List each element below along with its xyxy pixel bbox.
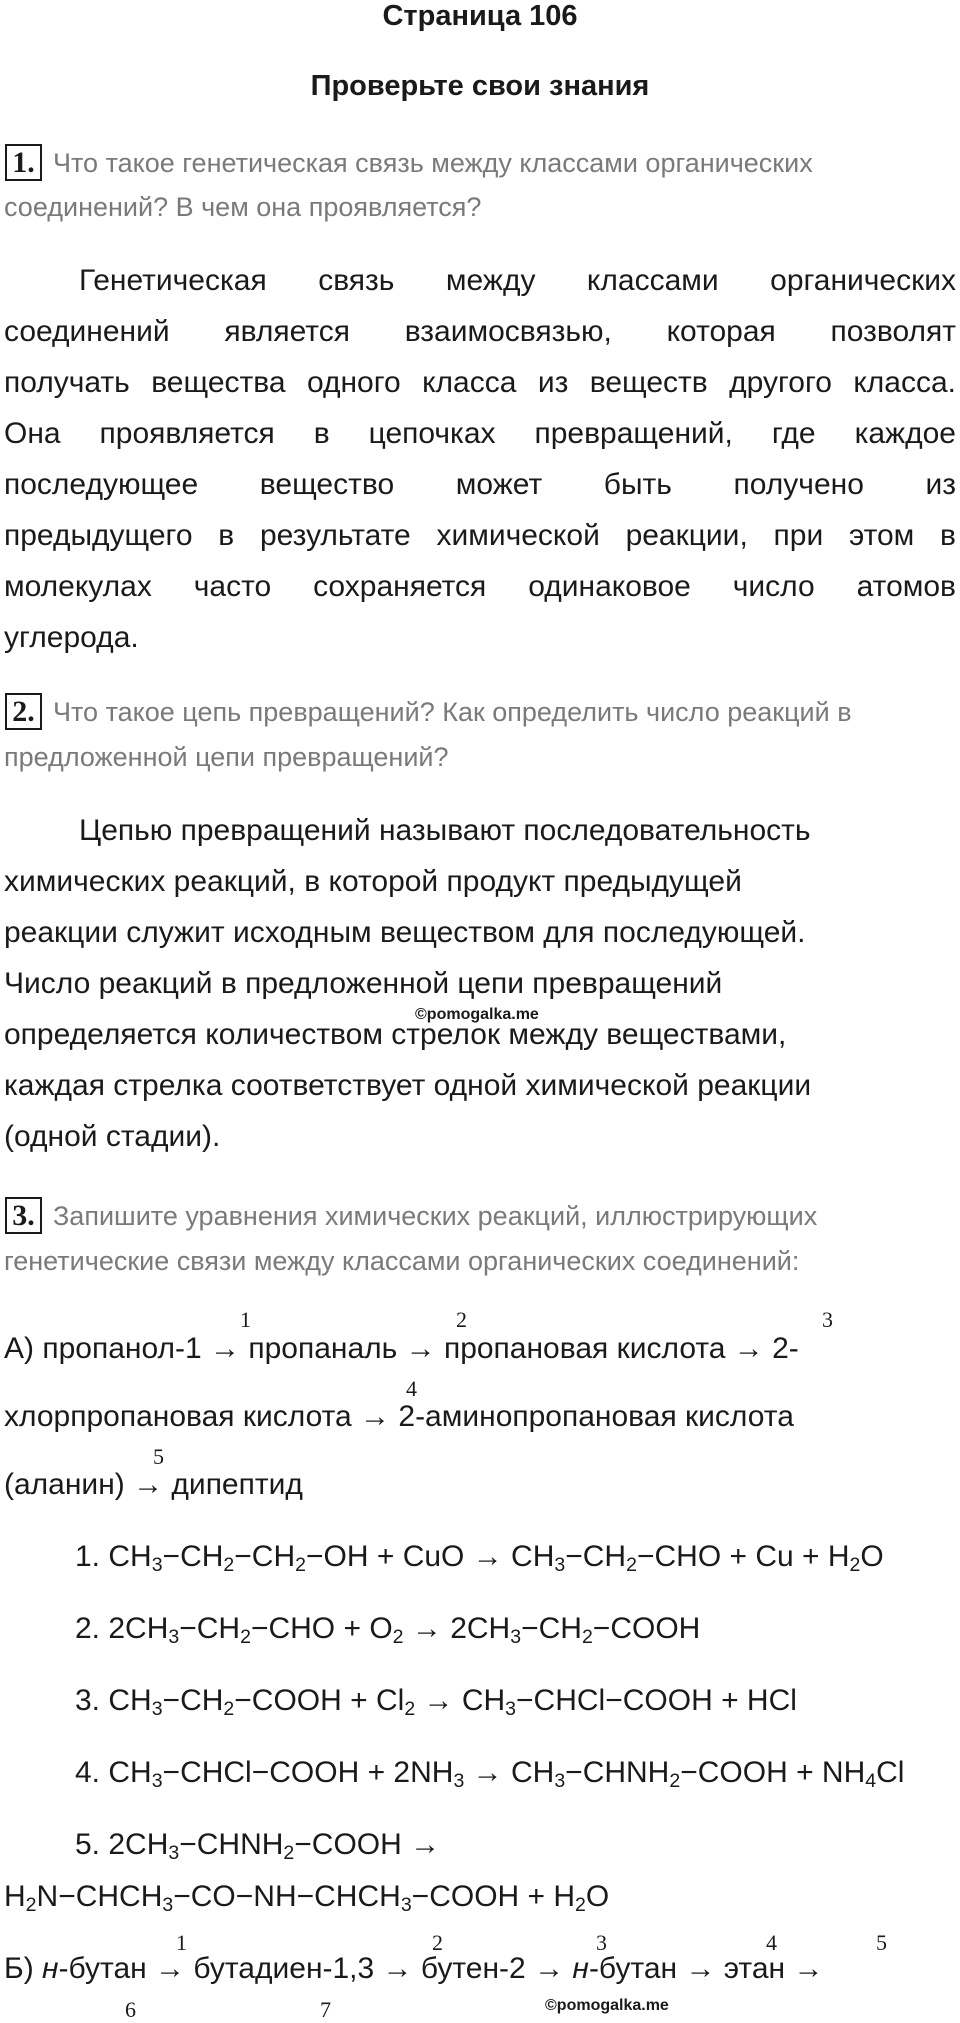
chain-a-text: 2-аминопропановая кислота	[390, 1400, 794, 1433]
formula-subscript: 3	[168, 1625, 180, 1648]
chain-a-text: хлорпропановая кислота	[4, 1400, 361, 1433]
arrow-number: 3	[596, 1930, 607, 1955]
arrow-number: 2	[456, 1307, 467, 1332]
chain-a-text: пропановая кислота	[435, 1332, 734, 1365]
arrow-number: 2	[432, 1930, 443, 1955]
watermark: ©pomogalka.me	[415, 1006, 539, 1023]
formula-subscript: 3	[151, 1697, 163, 1720]
formula-subscript: 2	[669, 1769, 681, 1792]
formula-text: −CH	[162, 1684, 224, 1717]
arrow-2: →	[405, 1332, 436, 1365]
formula-text: -бутан	[588, 1952, 686, 1985]
formula-text: → 2CH	[403, 1612, 511, 1645]
arrow-b-5: →	[793, 1952, 824, 1985]
chain-a-line-2	[4, 1400, 794, 1434]
formula-subscript: 2	[223, 1553, 235, 1576]
formula-subscript: 2	[575, 1893, 586, 1916]
question-2-line-1: Что такое цепь превращений? Как определить число реакций в	[53, 697, 852, 727]
answer-2-line: Число реакций в предложенной цепи превращений	[4, 967, 723, 1000]
formula-text: -бутан	[58, 1952, 156, 1985]
formula-subscript: 3	[554, 1769, 566, 1792]
formula-subscript: 3	[510, 1625, 522, 1648]
watermark: ©pomogalka.me	[545, 1997, 669, 2014]
answer-2-line: Цепью превращений называют последовательность	[79, 814, 811, 847]
arrow-number: 5	[153, 1444, 164, 1469]
chain-a-text: пропаналь	[240, 1332, 406, 1365]
arrow-number: 6	[125, 1997, 136, 2022]
question-2-line-2: предложенной цепи превращений?	[4, 742, 449, 772]
formula-text: −CH	[234, 1540, 296, 1573]
formula-text: н	[572, 1952, 589, 1985]
formula-text: 5. 2CH	[75, 1828, 169, 1861]
answer-1-line: Она проявляется в цепочках превращений, где каждое	[4, 417, 956, 450]
formula-text: этан	[715, 1952, 794, 1985]
formula-text: 2. 2CH	[75, 1612, 169, 1645]
formula-text: 4. CH	[75, 1756, 152, 1789]
formula-subscript: 2	[295, 1553, 306, 1576]
formula-text: −CHCl−COOH + 2NH	[162, 1756, 454, 1789]
answer-1	[4, 255, 956, 663]
formula-text: н	[42, 1952, 59, 1985]
formula-text: H	[4, 1880, 26, 1913]
answer-2-line: определяется количеством стрелок между веществами,	[4, 1018, 787, 1051]
formula-subscript: 2	[392, 1625, 404, 1648]
arrow-b-3: →	[534, 1952, 565, 1985]
arrow-5: →	[133, 1468, 164, 1501]
chain-a-text: дипептид	[163, 1468, 303, 1501]
formula-subscript: 3	[151, 1553, 163, 1576]
formula-subscript: 2	[240, 1625, 251, 1648]
formula-subscript: 2	[25, 1893, 37, 1916]
arrow-number: 1	[240, 1307, 251, 1332]
formula-subscript: 3	[400, 1893, 412, 1916]
formula-text: −CHNH	[179, 1828, 284, 1861]
chain-a-text: А) пропанол-1	[4, 1332, 210, 1365]
answer-2	[4, 805, 956, 1162]
formula-text: −COOH + NH	[680, 1756, 866, 1789]
answer-2-line: реакции служит исходным веществом для последующей.	[4, 916, 806, 949]
section-title: Проверьте свои знания	[310, 70, 650, 102]
answer-2-line: химических реакций, в которой продукт предыдущей	[4, 865, 742, 898]
formula-subscript: 2	[849, 1553, 861, 1576]
chain-b-line-1	[4, 1952, 823, 1986]
formula-text: −CH	[565, 1540, 627, 1573]
arrow-1: →	[210, 1332, 240, 1365]
answer-1-line: предыдущего в результате химической реакции, при этом в	[4, 519, 956, 552]
formula-subscript: 3	[505, 1697, 517, 1720]
arrow-number: 3	[822, 1307, 833, 1332]
question-1-line-2: соединений? В чем она проявляется?	[4, 192, 482, 222]
page-title: Страница 106	[382, 0, 578, 32]
formula-text: −CO−NH−CHCH	[173, 1880, 401, 1913]
formula-text: бутадиен-1,3	[185, 1952, 383, 1985]
formula-text: −CHCl−COOH + HCl	[516, 1684, 797, 1717]
arrow-4: →	[360, 1400, 391, 1433]
formula-text: O	[585, 1880, 610, 1913]
formula-text: −CHO + O	[250, 1612, 393, 1645]
formula-subscript: 3	[554, 1553, 566, 1576]
formula-text: −COOH + Cl	[234, 1684, 405, 1717]
formula-subscript: 2	[404, 1697, 416, 1720]
answer-2-line: каждая стрелка соответствует одной химической реакции	[4, 1069, 812, 1102]
formula-text: → CH	[464, 1756, 555, 1789]
answer-1-line: Генетическая связь между классами органических	[79, 264, 956, 297]
formula-subscript: 3	[151, 1769, 163, 1792]
formula-text: 3. CH	[75, 1684, 152, 1717]
question-3-line-1: Запишите уравнения химических реакций, иллюстрирующих	[53, 1201, 818, 1231]
question-3-number: 3.	[5, 1197, 42, 1234]
formula-subscript: 3	[162, 1893, 174, 1916]
arrow-number: 4	[406, 1376, 417, 1401]
answer-1-line: получать вещества одного класса из веществ другого класса.	[4, 366, 956, 399]
answer-1-line: соединений является взаимосвязью, которая позволят	[4, 315, 956, 348]
question-1-line-1: Что такое генетическая связь между классами органических	[53, 148, 813, 178]
reaction-5-line-2	[4, 1880, 609, 1914]
reaction-3	[75, 1684, 797, 1718]
formula-text: бутен-2	[412, 1952, 535, 1985]
formula-text: Б)	[4, 1952, 43, 1985]
arrow-number: 7	[320, 1997, 331, 2022]
answer-1-line: последующее вещество может быть получено из	[4, 468, 956, 501]
answer-1-line: углерода.	[4, 621, 139, 654]
formula-subscript: 2	[581, 1625, 593, 1648]
formula-text: 1. CH	[75, 1540, 152, 1573]
formula-text: −COOH	[592, 1612, 701, 1645]
chain-a-text: 2-	[763, 1332, 799, 1365]
formula-text: −CHO + Cu + H	[636, 1540, 850, 1573]
arrow-b-4: →	[685, 1952, 716, 1985]
formula-subscript: 3	[168, 1841, 180, 1864]
chain-a-text: (аланин)	[4, 1468, 134, 1501]
formula-subscript: 3	[453, 1769, 465, 1792]
arrow-number: 1	[176, 1930, 187, 1955]
formula-subscript: 2	[223, 1697, 235, 1720]
formula-text: O	[860, 1540, 884, 1573]
question-3-line-2: генетические связи между классами органических соединений:	[4, 1246, 800, 1276]
arrow-number: 4	[766, 1930, 777, 1955]
formula-text: N−CHCH	[36, 1880, 163, 1913]
formula-text: −COOH + H	[411, 1880, 576, 1913]
formula-text: → CH	[415, 1684, 506, 1717]
chain-a-line-1	[4, 1332, 799, 1366]
answer-2-line: (одной стадии).	[4, 1120, 221, 1153]
arrow-3: →	[733, 1332, 764, 1365]
question-2-number: 2.	[5, 693, 42, 730]
formula-subscript: 2	[283, 1841, 295, 1864]
formula-text: −CH	[162, 1540, 224, 1573]
question-1-number: 1.	[5, 144, 42, 181]
formula-text: −CHNH	[565, 1756, 670, 1789]
formula-text: −CH	[179, 1612, 241, 1645]
formula-text: Cl	[876, 1756, 905, 1789]
reaction-5-line-1	[75, 1828, 440, 1862]
arrow-b-1: →	[155, 1952, 186, 1985]
reaction-4	[75, 1756, 904, 1790]
chain-a-line-3	[4, 1468, 303, 1502]
formula-text: −OH + CuO → CH	[305, 1540, 555, 1573]
formula-text: −COOH →	[294, 1828, 441, 1861]
arrow-number: 5	[876, 1930, 887, 1955]
reaction-1	[75, 1540, 884, 1574]
formula-subscript: 2	[626, 1553, 637, 1576]
formula-text: −CH	[521, 1612, 582, 1645]
answer-1-line: молекулах часто сохраняется одинаковое число атомов	[4, 570, 956, 603]
reaction-2	[75, 1612, 700, 1646]
arrow-b-2: →	[382, 1952, 413, 1985]
formula-subscript: 4	[865, 1769, 877, 1792]
